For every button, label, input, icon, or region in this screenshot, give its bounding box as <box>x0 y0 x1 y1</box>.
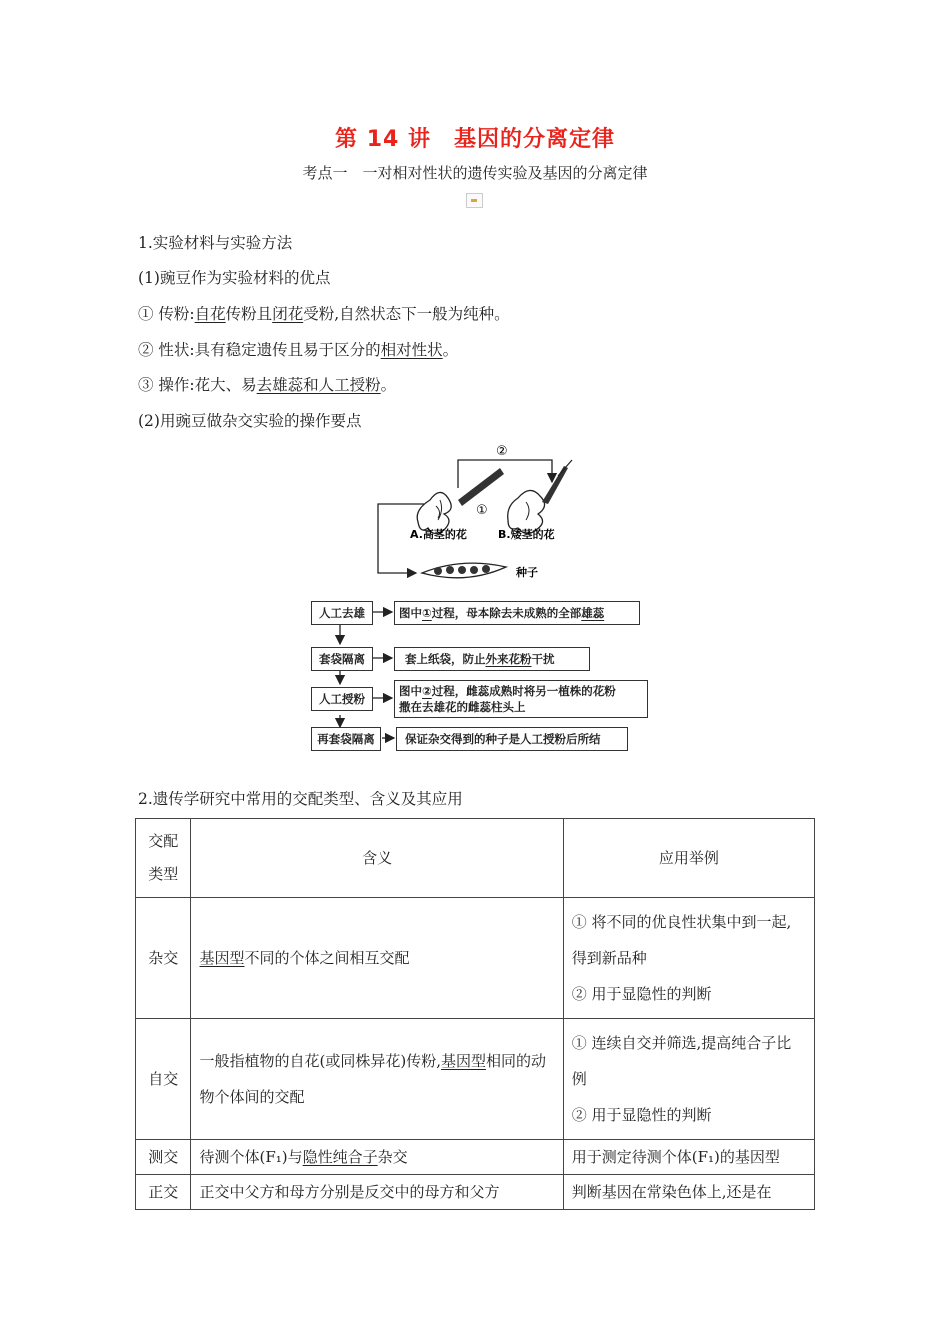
table-row <box>136 898 815 1019</box>
flower-a-drawing <box>417 468 504 534</box>
section1-sub2: (2)用豌豆做杂交实验的操作要点 <box>138 412 362 430</box>
header-type: 交配类型 <box>136 819 191 898</box>
step-box-4: 再套袋隔离 <box>311 727 381 751</box>
mating-types-table <box>135 818 815 1210</box>
row-meaning: 待测个体(F₁)与隐性纯合子杂交 <box>191 1140 563 1175</box>
header-application: 应用举例 <box>563 819 814 898</box>
table-row <box>136 1140 815 1175</box>
image-placeholder-icon <box>466 193 483 208</box>
item-traits: ② 性状:具有稳定遗传且易于区分的相对性状。 <box>138 341 459 359</box>
section1-sub1: (1)豌豆作为实验材料的优点 <box>138 269 331 287</box>
table-row <box>136 1175 815 1210</box>
step-box-2: 套袋隔离 <box>311 647 373 671</box>
step-desc-3: 图中②过程，雌蕊成熟时将另一植株的花粉 撒在去雄花的雌蕊柱头上 <box>394 680 648 718</box>
row-meaning: 正交中父方和母方分别是反交中的母方和父方 <box>191 1175 563 1210</box>
row-meaning: 一般指植物的自花(或同株异花)传粉,基因型相同的动物个体间的交配 <box>191 1019 563 1140</box>
row-type: 测交 <box>136 1140 191 1175</box>
row-type: 自交 <box>136 1019 191 1140</box>
step-box-3: 人工授粉 <box>311 687 373 711</box>
row-meaning: 基因型不同的个体之间相互交配 <box>191 898 563 1019</box>
pea-pod-drawing <box>422 563 506 578</box>
header-meaning: 含义 <box>191 819 563 898</box>
flower-b-label: B.矮茎的花 <box>498 528 555 541</box>
step-desc-4: 保证杂交得到的种子是人工授粉后所结 <box>396 727 628 751</box>
flower-a-label: A.高茎的花 <box>410 528 467 541</box>
item-pollination: ① 传粉:自花传粉且闭花受粉,自然状态下一般为纯种。 <box>138 305 510 323</box>
step-box-1: 人工去雄 <box>311 601 373 625</box>
step-desc-2: 套上纸袋，防止 外来花粉 干扰 <box>394 647 590 671</box>
row-type: 杂交 <box>136 898 191 1019</box>
table-row <box>136 1019 815 1140</box>
section1-heading: 1.实验材料与实验方法 <box>138 234 293 252</box>
table-header-row <box>136 819 815 898</box>
page-subtitle: 考点一 一对相对性状的遗传实验及基因的分离定律 <box>302 164 648 182</box>
section2-heading: 2.遗传学研究中常用的交配类型、含义及其应用 <box>138 790 463 808</box>
row-application: 判断基因在常染色体上,还是在 <box>563 1175 814 1210</box>
row-application: 用于测定待测个体(F₁)的基因型 <box>563 1140 814 1175</box>
row-type: 正交 <box>136 1175 191 1210</box>
row-application: ① 将不同的优良性状集中到一起,得到新品种 ② 用于显隐性的判断 <box>563 898 814 1019</box>
seed-label: 种子 <box>516 566 538 579</box>
step-number-2: ② <box>496 444 508 459</box>
item-operation: ③ 操作:花大、易去雄蕊和人工授粉。 <box>138 376 397 394</box>
flower-b-drawing <box>508 460 572 534</box>
row-application: ① 连续自交并筛选,提高纯合子比例 ② 用于显隐性的判断 <box>563 1019 814 1140</box>
step-number-1: ① <box>476 503 488 518</box>
step-desc-1: 图中 ① 过程，母本除去未成熟的全部 雄蕊 <box>394 601 640 625</box>
page-title: 第 14 讲 基因的分离定律 <box>335 127 615 152</box>
